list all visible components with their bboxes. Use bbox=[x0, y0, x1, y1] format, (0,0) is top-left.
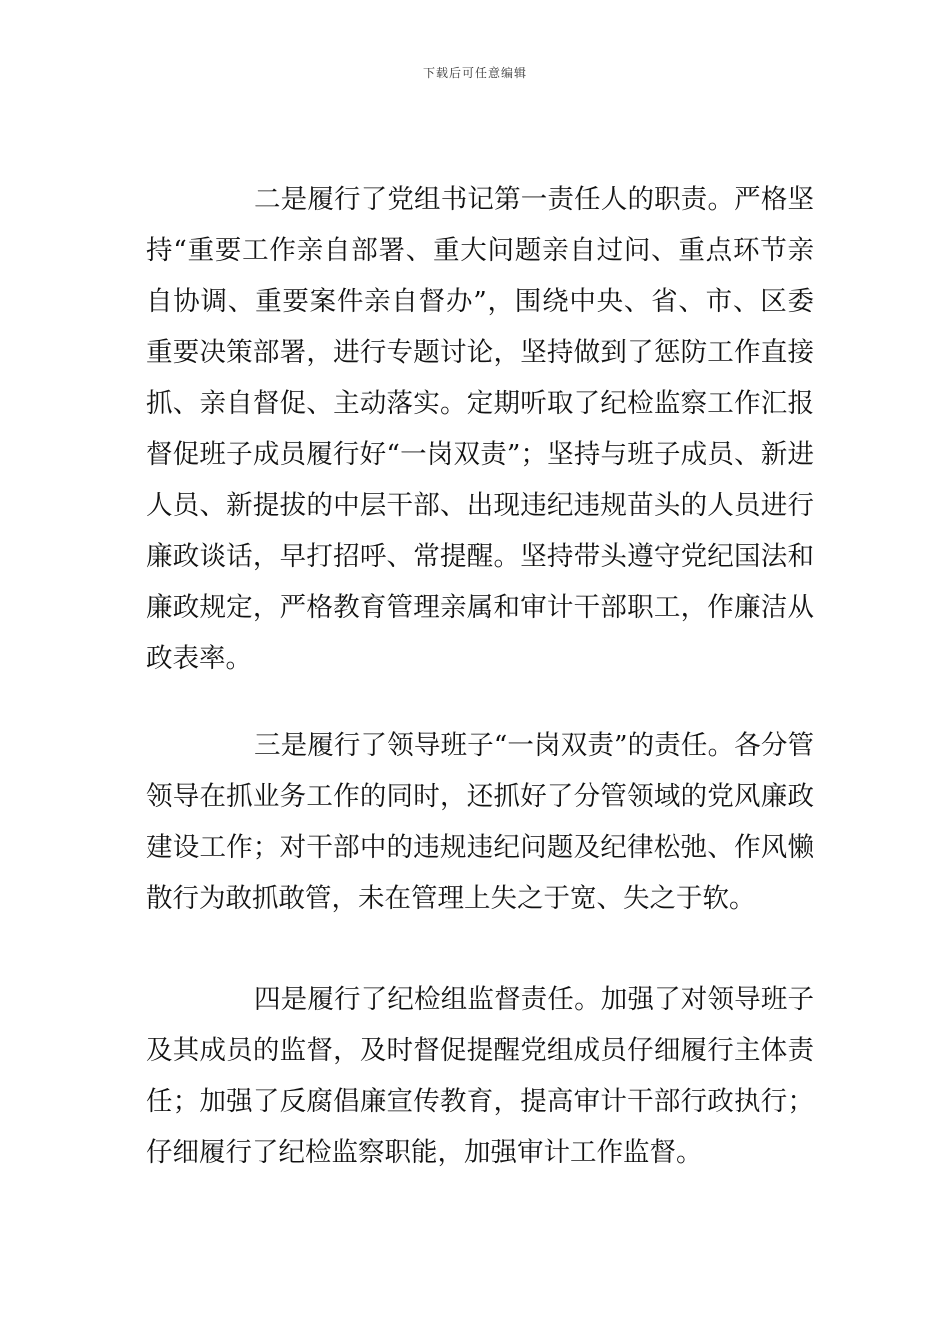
page-header: 下载后可任意编辑 bbox=[422, 66, 527, 80]
paragraph-leadership-dual-duty: 三是履行了领导班子“一岗双责”的责任。各分管领导在抓业务工作的同时，还抓好了分管领域的党风廉政建设工作；对干部中的违规违纪问题及纪律松弛、作风懒散行为敢抓敢管，未在管理上失之于宽、失之于软。 bbox=[146, 730, 814, 914]
paragraph-party-secretary-duty: 二是履行了党组书记第一责任人的职责。严格坚持“重要工作亲自部署、重大问题亲自过问、重点环节亲自协调、重要案件亲自督办”，围绕中央、省、市、区委重要决策部署，进行专题讨论，坚持做到了惩防工作直接抓、亲自督促、主动落实。定期听取了纪检监察工作汇报督促班子成员履行好“一岗双责”；坚持与班子成员、新进人员、新提拔的中层干部、出现违纪违规苗头的人员进行廉政谈话，早打招呼、常提醒。坚持带头遵守党纪国法和廉政规定，严格教育管理亲属和审计干部职工，作廉洁从政表率。 bbox=[146, 184, 814, 674]
paragraph-discipline-supervision: 四是履行了纪检组监督责任。加强了对领导班子及其成员的监督，及时督促提醒党组成员仔细履行主体责任；加强了反腐倡廉宣传教育，提高审计干部行政执行；仔细履行了纪检监察职能，加强审计工作监督。 bbox=[146, 984, 814, 1168]
